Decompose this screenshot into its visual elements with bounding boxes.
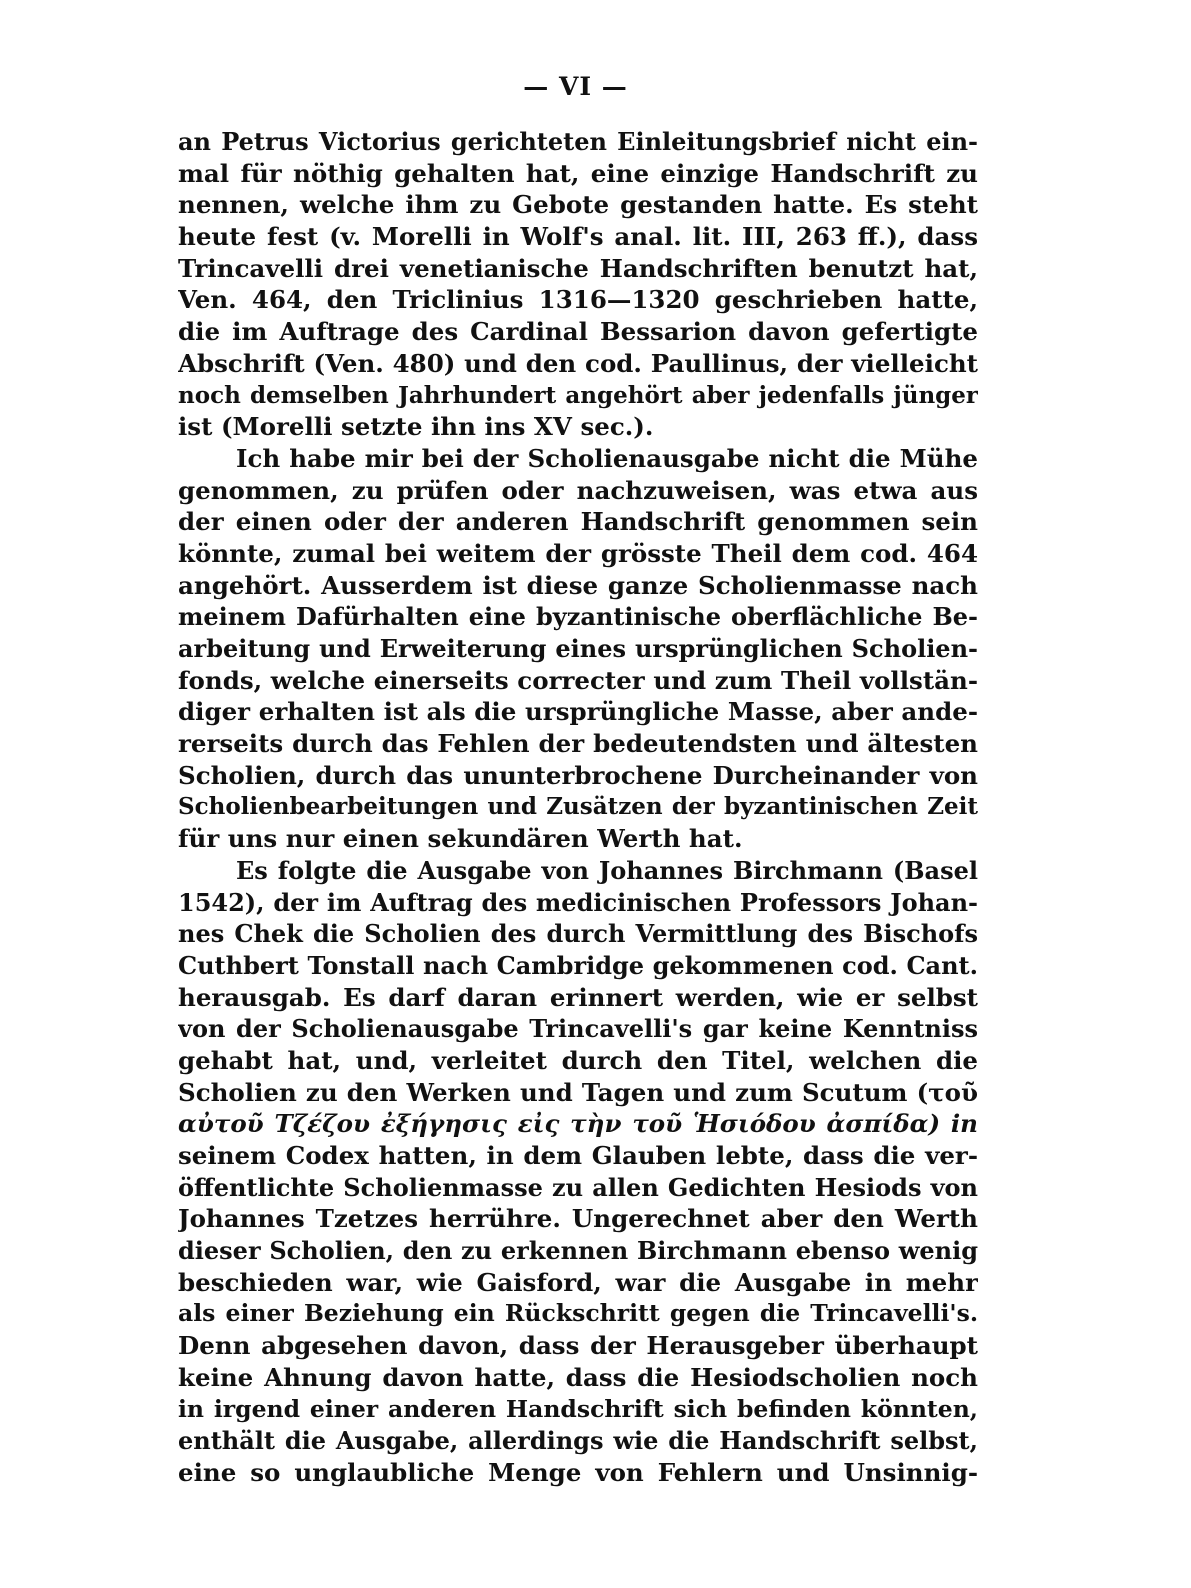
text-line: der einen oder der anderen Handschrift genommen sein bbox=[178, 507, 978, 537]
page-number: — VI — bbox=[523, 72, 628, 101]
text-line: 1542), der im Auftrag des medicinischen Professors Johan- bbox=[178, 887, 978, 917]
text-line: dieser Scholien, den zu erkennen Birchmann ebenso wenig bbox=[178, 1236, 978, 1266]
text-line: mal für nöthig gehalten hat, eine einzige Handschrift zu bbox=[178, 158, 978, 188]
text-line: heute fest (v. Morelli in Wolf's anal. lit. III, 263 ff.), dass bbox=[178, 222, 978, 252]
text-line: nennen, welche ihm zu Gebote gestanden hatte. Es steht bbox=[178, 190, 978, 220]
text-line: für uns nur einen sekundären Werth hat. bbox=[178, 824, 743, 854]
text-line: Scholienbearbeitungen und Zusätzen der byzantinischen Zeit bbox=[178, 793, 978, 821]
text-line: Ven. 464, den Triclinius 1316—1320 geschrieben hatte, bbox=[178, 285, 978, 315]
text-line: genommen, zu prüfen oder nachzuweisen, was etwa aus bbox=[178, 475, 978, 505]
text-line: noch demselben Jahrhundert angehört aber jedenfalls jünger bbox=[178, 381, 978, 409]
text-line: nes Chek die Scholien des durch Vermittlung des Bischofs bbox=[178, 919, 978, 949]
text-line: Es folgte die Ausgabe von Johannes Birchmann (Basel bbox=[236, 855, 978, 885]
body-text bbox=[178, 126, 978, 1489]
text-line: Trincavelli drei venetianische Handschriften benutzt hat, bbox=[178, 253, 978, 283]
text-line: herausgab. Es darf daran erinnert werden, wie er selbst bbox=[178, 982, 978, 1012]
text-line: eine so unglaubliche Menge von Fehlern und Unsinnig- bbox=[178, 1457, 978, 1487]
text-line: Scholien zu den Werken und Tagen und zum Scutum (τοῦ bbox=[178, 1077, 978, 1107]
text-line: enthält die Ausgabe, allerdings wie die Handschrift selbst, bbox=[178, 1426, 978, 1456]
text-line: in irgend einer anderen Handschrift sich befinden könnten, bbox=[178, 1394, 978, 1423]
text-line: Ich habe mir bei der Scholienausgabe nicht die Mühe bbox=[236, 443, 978, 473]
text-line-greek: αὐτοῦ Τζέζου ἐξήγησις εἰς τὴν τοῦ Ἡσιόδου ἀσπίδα) in bbox=[178, 1109, 978, 1139]
text-line: die im Auftrage des Cardinal Bessarion davon gefertigte bbox=[178, 317, 978, 347]
text-line: meinem Dafürhalten eine byzantinische oberflächliche Be- bbox=[178, 602, 978, 632]
text-line: gehabt hat, und, verleitet durch den Titel, welchen die bbox=[178, 1045, 978, 1075]
text-line: Abschrift (Ven. 480) und den cod. Paullinus, der vielleicht bbox=[178, 348, 978, 378]
text-line: Cuthbert Tonstall nach Cambridge gekommenen cod. Cant. bbox=[178, 950, 978, 980]
text-line: Johannes Tzetzes herrühre. Ungerechnet aber den Werth bbox=[178, 1204, 978, 1234]
text-line: seinem Codex hatten, in dem Glauben lebte, dass die ver- bbox=[178, 1141, 978, 1170]
text-line: könnte, zumal bei weitem der grösste Theil dem cod. 464 bbox=[178, 538, 978, 568]
text-line: ist (Morelli setzte ihn ins XV sec.). bbox=[178, 412, 654, 442]
text-line: Scholien, durch das ununterbrochene Durcheinander von bbox=[178, 760, 978, 790]
text-line: angehört. Ausserdem ist diese ganze Scholienmasse nach bbox=[178, 570, 978, 600]
text-line: von der Scholienausgabe Trincavelli's gar keine Kenntniss bbox=[178, 1014, 978, 1044]
text-line: rerseits durch das Fehlen der bedeutendsten und ältesten bbox=[178, 729, 978, 759]
text-line: keine Ahnung davon hatte, dass die Hesiodscholien noch bbox=[178, 1362, 978, 1392]
text-line: an Petrus Victorius gerichteten Einleitungsbrief nicht ein- bbox=[178, 127, 978, 156]
text-line: diger erhalten ist als die ursprüngliche Masse, aber ande- bbox=[178, 697, 978, 727]
text-line: Denn abgesehen davon, dass der Herausgeber überhaupt bbox=[178, 1331, 978, 1361]
text-line: als einer Beziehung ein Rückschritt gegen die Trincavelli's. bbox=[178, 1299, 978, 1328]
text-line: fonds, welche einerseits correcter und zum Theil vollstän- bbox=[178, 665, 978, 695]
text-line: arbeitung und Erweiterung eines ursprünglichen Scholien- bbox=[178, 634, 978, 663]
text-line: öffentlichte Scholienmasse zu allen Gedichten Hesiods von bbox=[178, 1172, 978, 1202]
text-line: beschieden war, wie Gaisford, war die Ausgabe in mehr bbox=[178, 1267, 978, 1297]
